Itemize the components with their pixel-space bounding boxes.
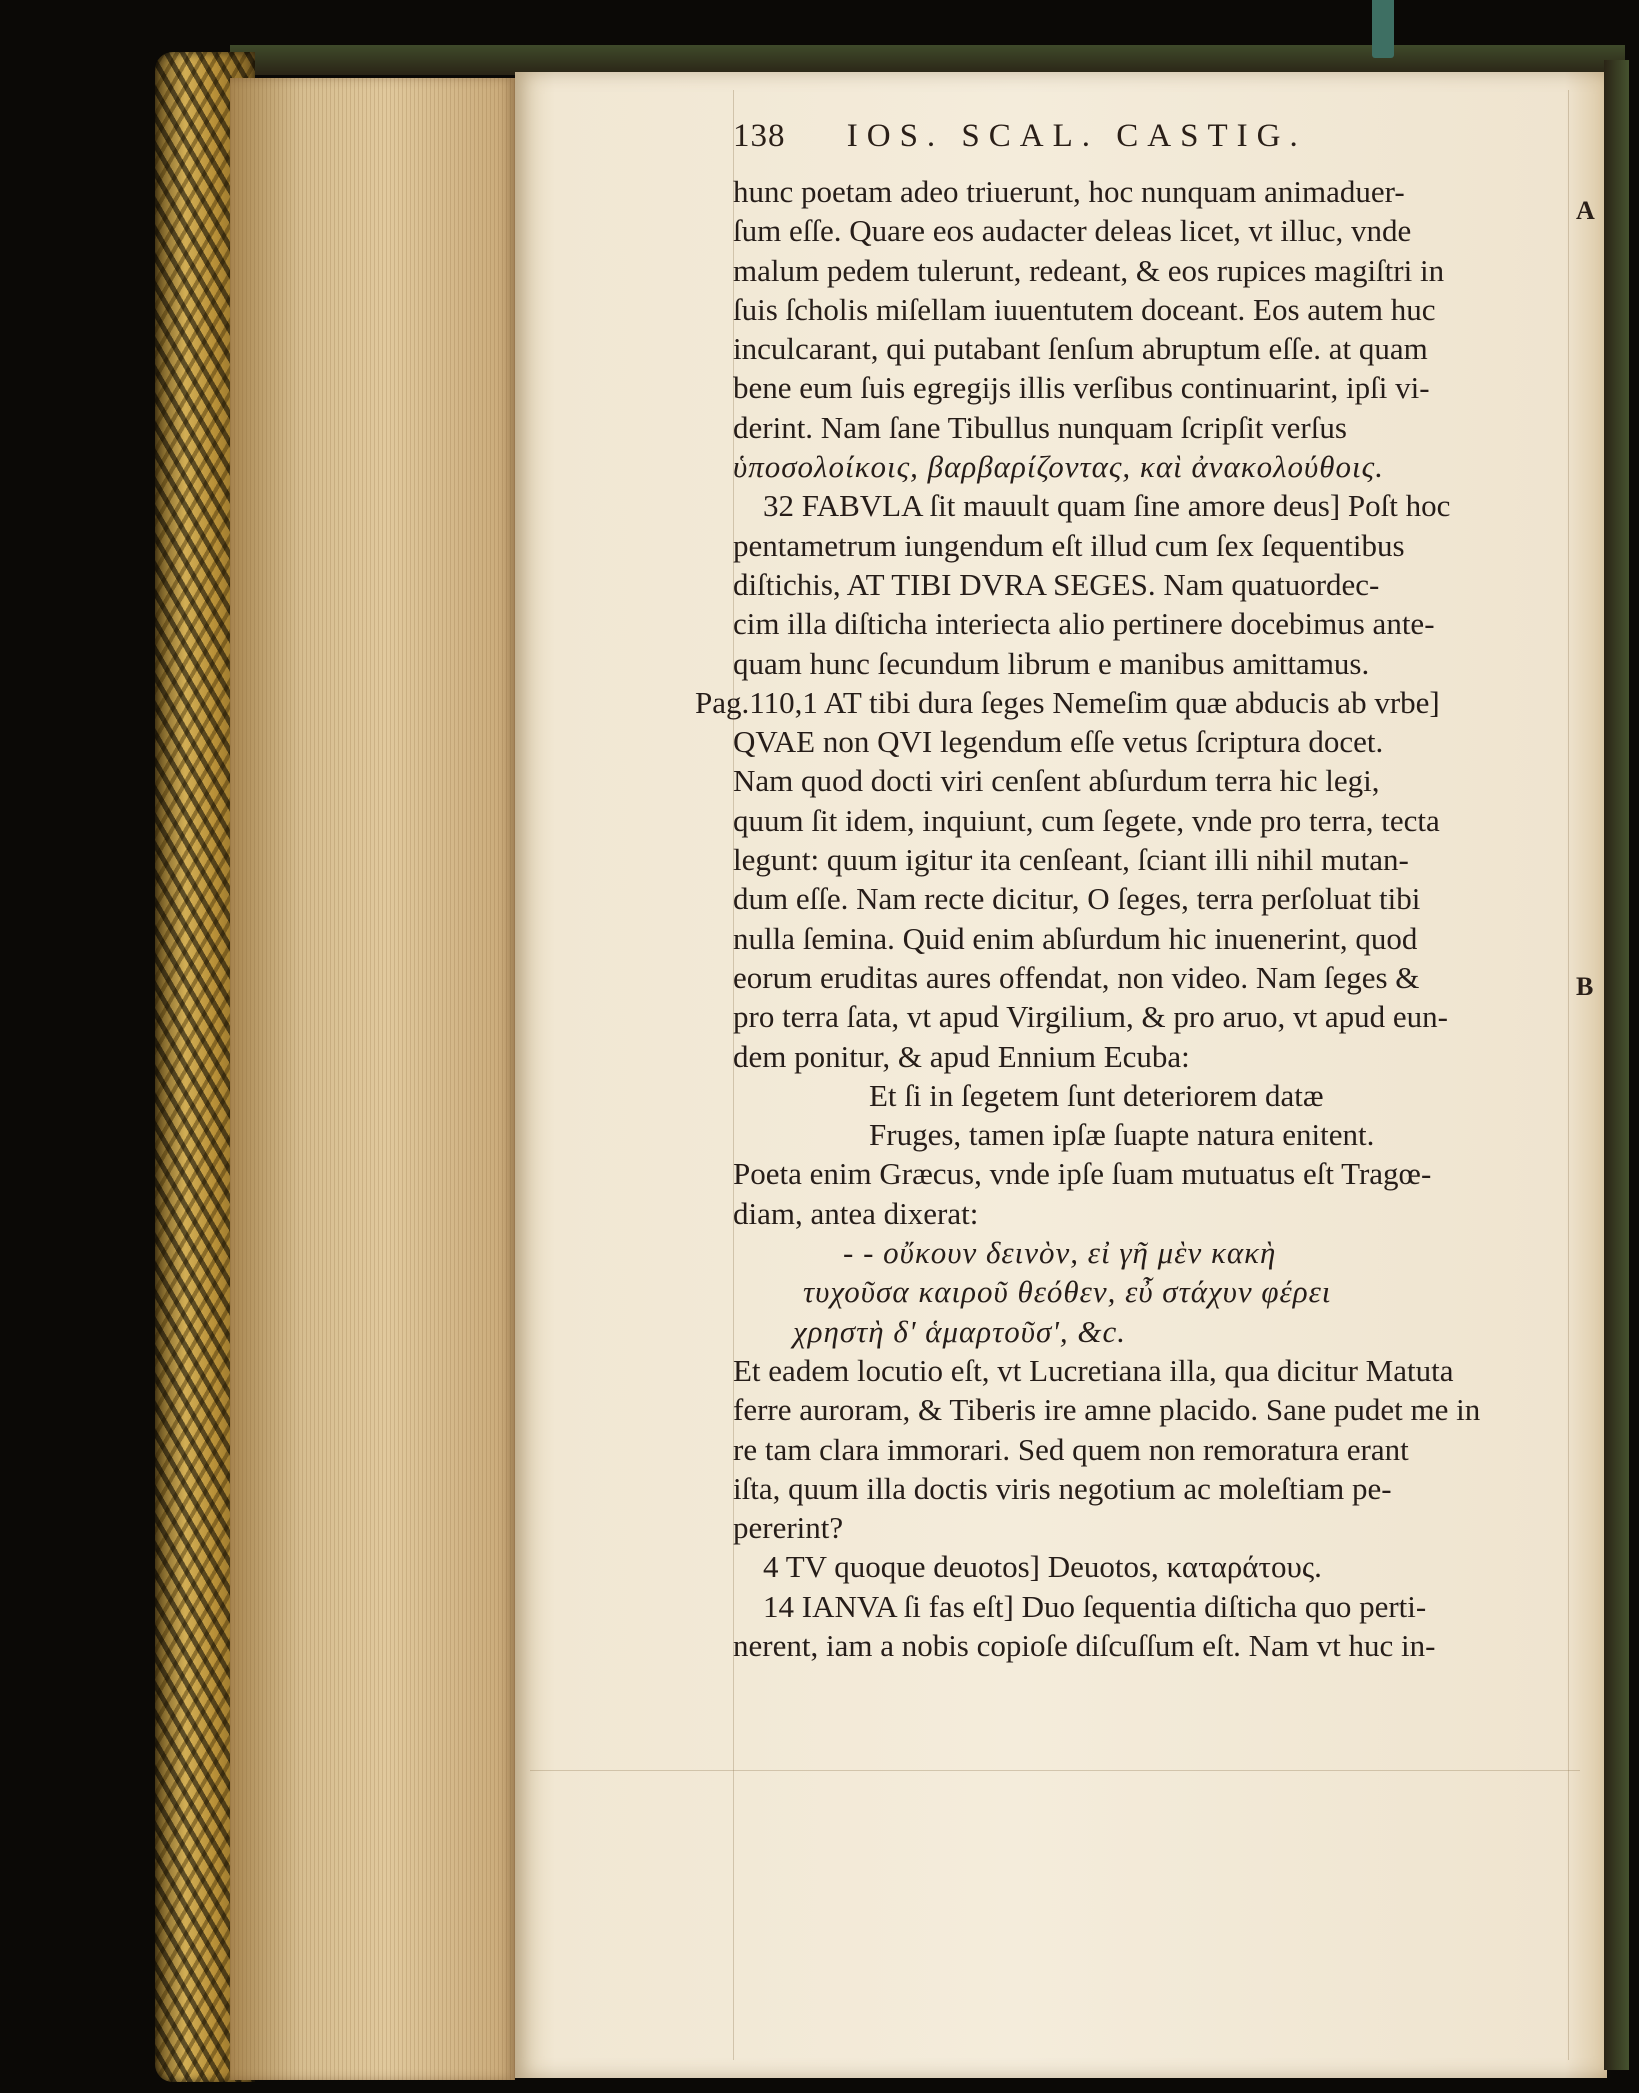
text-line: ſuis ſcholis miſellam iuuentutem doceant. Eos autem huc bbox=[733, 291, 1436, 327]
text-line: pererint? bbox=[733, 1510, 844, 1546]
text-line: legunt: quum igitur ita cenſeant, ſciant illi nihil mutan- bbox=[733, 842, 1409, 878]
page-number: 138 bbox=[733, 118, 786, 154]
margin-letter-b: B bbox=[1576, 972, 1594, 1001]
text-line: diam, antea dixerat: bbox=[733, 1195, 979, 1231]
text-line: QVAE non QVI legendum eſſe vetus ſcriptura docet. bbox=[733, 724, 1384, 760]
body-text bbox=[695, 172, 1567, 1665]
text-line: malum pedem tulerunt, redeant, & eos rupices magiſtri in bbox=[733, 252, 1445, 288]
text-line: dem ponitur, & apud Ennium Ecuba: bbox=[733, 1038, 1190, 1074]
text-line: Pag.110,1 AT tibi dura ſeges Nemeſim quæ abducis ab vrbe] bbox=[695, 684, 1440, 720]
text-line: Nam quod docti viri cenſent abſurdum terra hic legi, bbox=[733, 763, 1380, 799]
text-line: cim illa diſticha interiecta alio pertinere docebimus ante- bbox=[733, 606, 1435, 642]
cover-top-edge bbox=[230, 45, 1625, 75]
text-line: 4 TV quoque deuotos] Deuotos, καταράτους. bbox=[763, 1549, 1322, 1585]
text-line: iſta, quum illa doctis viris negotium ac moleſtiam pe- bbox=[733, 1470, 1392, 1506]
text-line: hunc poetam adeo triuerunt, hoc nunquam animaduer- bbox=[733, 174, 1405, 209]
text-line: quum ſit idem, inquiunt, cum ſegete, vnde pro terra, tecta bbox=[733, 802, 1440, 838]
text-line: Et eadem locutio eſt, vt Lucretiana illa, qua dicitur Matuta bbox=[733, 1352, 1454, 1388]
cover-right-edge bbox=[1604, 60, 1629, 2070]
running-header bbox=[733, 118, 1307, 168]
text-line: 14 IANVA ſi fas eſt] Duo ſequentia diſticha quo perti- bbox=[763, 1588, 1427, 1624]
text-line: - - οὔκουν δεινὸν, εἰ γῆ μὲν κακὴ bbox=[843, 1235, 1277, 1271]
text-line: bene eum ſuis egregijs illis verſibus continuarint, ipſi vi- bbox=[733, 370, 1430, 406]
text-line: pro terra ſata, vt apud Virgilium, & pro aruo, vt apud eun- bbox=[733, 999, 1448, 1035]
text-line: eorum eruditas aures offendat, non video. Nam ſeges & bbox=[733, 959, 1420, 995]
text-line: quam hunc ſecundum librum e manibus amittamus. bbox=[733, 645, 1370, 681]
text-line: 32 FABVLA ſit mauult quam ſine amore deus] Poſt hoc bbox=[763, 488, 1451, 524]
ruled-line bbox=[530, 1770, 1580, 1771]
bookmark-ribbon bbox=[1372, 0, 1394, 58]
ruled-line bbox=[1568, 90, 1569, 2060]
text-line: pentametrum iungendum eſt illud cum ſex ſequentibus bbox=[733, 527, 1405, 563]
running-title: IOS. SCAL. CASTIG. bbox=[846, 118, 1307, 154]
text-line: Fruges, tamen ipſæ ſuapte natura enitent. bbox=[869, 1117, 1375, 1153]
text-line: ſum eſſe. Quare eos audacter deleas licet, vt illuc, vnde bbox=[733, 213, 1412, 249]
margin-letter-a: A bbox=[1576, 196, 1595, 225]
text-line: χρηστὴ δ' ἁμαρτοῦσ', &c. bbox=[793, 1313, 1127, 1349]
text-line: inculcarant, qui putabant ſenſum abruptum eſſe. at quam bbox=[733, 331, 1428, 367]
text-line: derint. Nam ſane Tibullus nunquam ſcripſit verſus bbox=[733, 409, 1347, 445]
text-line: Et ſi in ſegetem ſunt deteriorem datæ bbox=[869, 1077, 1324, 1113]
text-line: dum eſſe. Nam recte dicitur, O ſeges, terra perſoluat tibi bbox=[733, 881, 1421, 917]
text-line: nerent, iam a nobis copioſe diſcuſſum eſt. Nam vt huc in- bbox=[733, 1627, 1436, 1663]
text-line: ὑποσολοίκοις, βαρβαρίζοντας, καὶ ἀνακολούθοις. bbox=[733, 449, 1384, 485]
text-line: ferre auroram, & Tiberis ire amne placido. Sane pudet me in bbox=[733, 1392, 1481, 1428]
text-line: Poeta enim Græcus, vnde ipſe ſuam mutuatus eſt Tragœ- bbox=[733, 1156, 1432, 1192]
text-line: τυχοῦσα καιροῦ θεόθεν, εὖ στάχυν φέρει bbox=[803, 1274, 1332, 1310]
text-line: re tam clara immorari. Sed quem non remoratura erant bbox=[733, 1431, 1409, 1467]
text-line: diſtichis, AT TIBI DVRA SEGES. Nam quatuordec- bbox=[733, 566, 1380, 602]
page-edges bbox=[230, 78, 515, 2080]
text-line: nulla ſemina. Quid enim abſurdum hic inuenerint, quod bbox=[733, 920, 1418, 956]
